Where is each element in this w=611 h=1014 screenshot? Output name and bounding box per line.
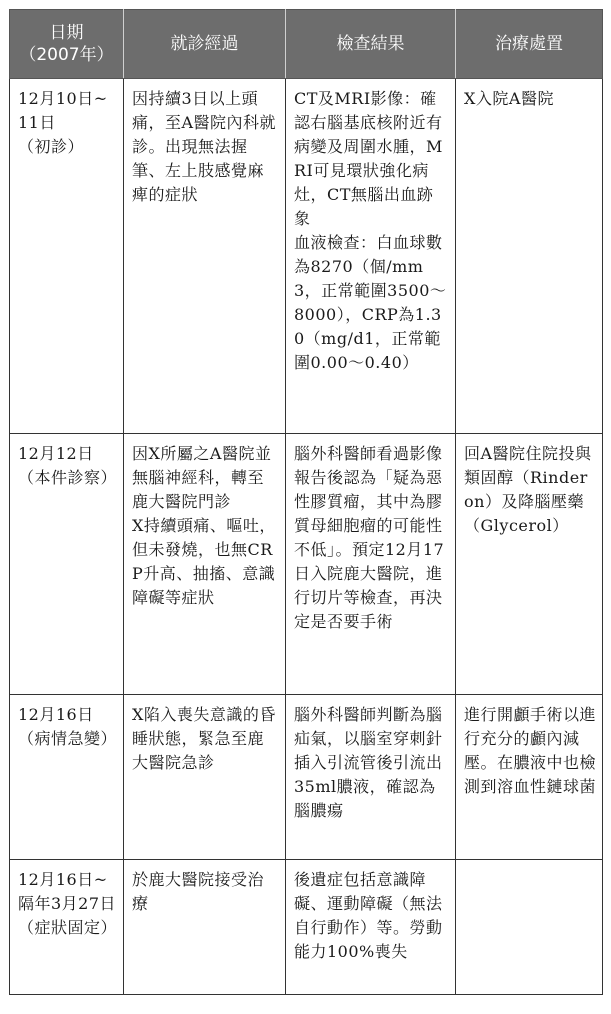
header-course: 就診經過 <box>124 10 286 79</box>
cell-date: 12月16日~ 隔年3月27日 （症狀固定） <box>10 860 124 995</box>
cell-treatment: 回A醫院住院投與類固醇（Rinderon）及降腦壓藥（Glycerol） <box>456 434 603 695</box>
cell-results: CT及MRI影像：確認右腦基底核附近有病變及周圍水腫，MRI可見環狀強化病灶，CT無腦出血跡象 血液檢查：白血球數為8270（個/mm3，正常範圍3500～8000），CRP為1.30（mg/d1，正常範圍0.00～0.40） <box>286 79 456 434</box>
cell-date: 12月10日~ 11日 （初診） <box>10 79 124 434</box>
cell-treatment <box>456 860 603 995</box>
cell-results: 腦外科醫師判斷為腦疝氣，以腦室穿刺針插入引流管後引流出35ml膿液，確認為腦膿瘍 <box>286 695 456 860</box>
table-row <box>10 434 603 695</box>
header-row <box>10 10 603 79</box>
table-row <box>10 695 603 860</box>
medical-timeline-table <box>9 9 603 995</box>
cell-date: 12月12日 （本件診察） <box>10 434 124 695</box>
cell-course: 於鹿大醫院接受治療 <box>124 860 286 995</box>
cell-results: 腦外科醫師看過影像報告後認為「疑為惡性膠質瘤，其中為膠質母細胞瘤的可能性不低」。預定12月17日入院鹿大醫院，進行切片等檢查，再決定是否要手術 <box>286 434 456 695</box>
header-treatment: 治療處置 <box>456 10 603 79</box>
cell-course: 因X所屬之A醫院並無腦神經科，轉至鹿大醫院門診 X持續頭痛、嘔吐，但未發燒，也無CRP升高、抽搐、意識障礙等症狀 <box>124 434 286 695</box>
cell-results: 後遺症包括意識障礙、運動障礙（無法自行動作）等。勞動能力100%喪失 <box>286 860 456 995</box>
cell-treatment: 進行開顱手術以進行充分的顱內減壓。在膿液中也檢測到溶血性鏈球菌 <box>456 695 603 860</box>
header-date: 日期 （2007年） <box>10 10 124 79</box>
cell-course: 因持續3日以上頭痛，至A醫院內科就診。出現無法握筆、左上肢感覺麻痺的症狀 <box>124 79 286 434</box>
table-row <box>10 860 603 995</box>
table-row <box>10 79 603 434</box>
cell-course: X陷入喪失意識的昏睡狀態，緊急至鹿大醫院急診 <box>124 695 286 860</box>
cell-date: 12月16日 （病情急變） <box>10 695 124 860</box>
header-results: 檢查結果 <box>286 10 456 79</box>
cell-treatment: X入院A醫院 <box>456 79 603 434</box>
